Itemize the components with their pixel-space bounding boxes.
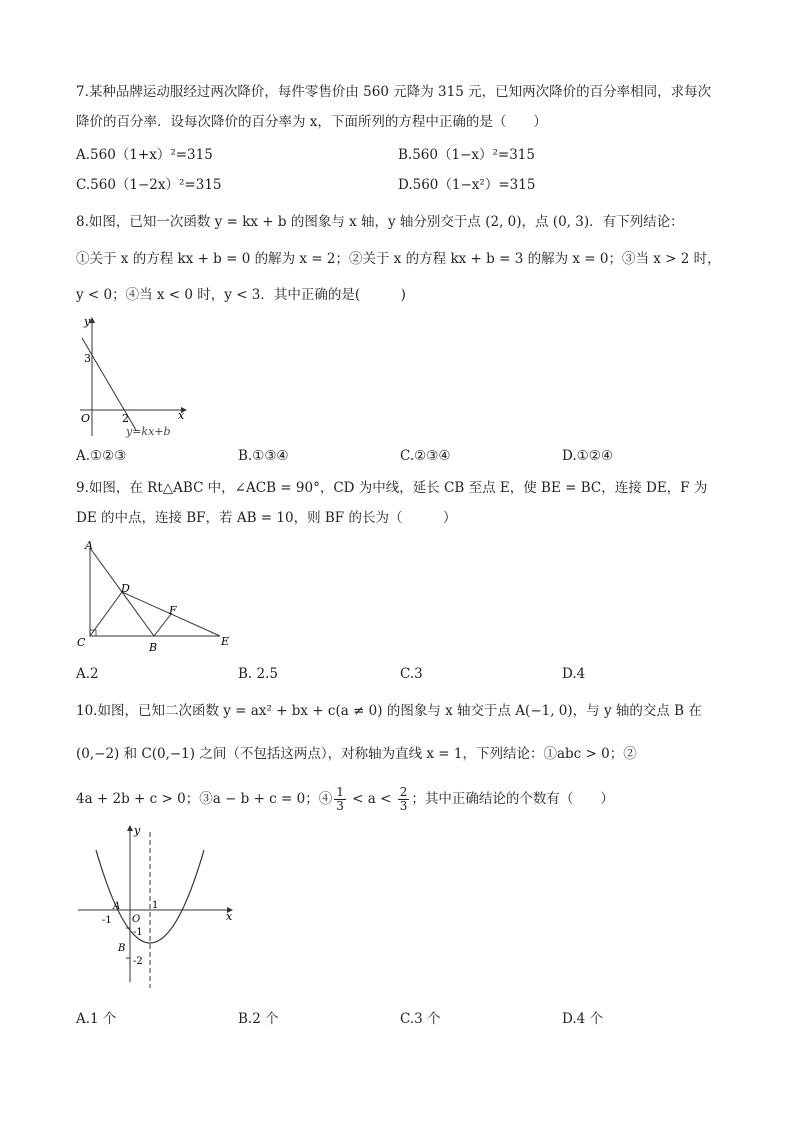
point-a-label: A	[113, 901, 121, 912]
q10-option-b: B.2 个	[238, 1011, 279, 1027]
q10-text-line2: (0,−2) 和 C(0,−1) 之间（不包括这两点），对称轴为直线 x = 1，下列结论：①abc > 0；②	[76, 746, 637, 762]
q10-inequality: < a <	[347, 791, 396, 807]
q7-text-line2: 降价的百分率．设每次降价的百分率为 x，下面所列的方程中正确的是（ ）	[76, 114, 547, 130]
x-axis-label: x	[178, 409, 185, 422]
q8-text-line3: y < 0；④当 x < 0 时，y < 3．其中正确的是( )	[76, 287, 406, 303]
fraction-two-thirds	[398, 786, 410, 813]
y-intercept-label: 3	[84, 352, 91, 365]
segment-cd	[90, 592, 122, 636]
q7-option-c: C.560（1−2x）²=315	[76, 177, 222, 193]
q9-option-c: C.3	[400, 666, 423, 682]
q10-parabola-figure	[74, 822, 240, 994]
q9-option-b: B. 2.5	[238, 666, 278, 682]
q8-option-c: C.②③④	[400, 448, 451, 464]
function-label: y=kx+b	[126, 425, 171, 438]
q10-text-line3	[76, 784, 614, 814]
q10-option-d: D.4 个	[562, 1011, 604, 1027]
q8-option-a: A.①②③	[76, 448, 127, 464]
fraction-one-third	[334, 786, 346, 813]
point-d-label: D	[121, 582, 130, 595]
q8-linear-function-figure	[74, 312, 194, 440]
point-f-label: F	[169, 604, 177, 617]
q9-triangle-figure	[74, 536, 240, 658]
frac1-denominator: 3	[336, 799, 344, 813]
point-b-label: B	[149, 641, 158, 654]
q7-option-a: A.560（1+x）²=315	[76, 147, 213, 163]
q7-option-d: D.560（1−x²）=315	[398, 177, 536, 193]
q9-text-line1: 9.如图，在 Rt△ABC 中，∠ACB = 90°，CD 为中线，延长 CB 至点 E，使 BE = BC，连接 DE，F 为	[76, 480, 708, 496]
q8-text-line2: ①关于 x 的方程 kx + b = 0 的解为 x = 2；②关于 x 的方程 kx + b = 3 的解为 x = 0；③当 x > 2 时，	[76, 251, 721, 267]
origin-label: O	[81, 412, 91, 425]
q9-option-a: A.2	[76, 666, 99, 682]
origin-label: O	[132, 914, 141, 925]
q7-option-b: B.560（1−x）²=315	[398, 147, 535, 163]
y-axis-label: y	[134, 824, 141, 837]
q8-text-line1: 8.如图，已知一次函数 y = kx + b 的图象与 x 轴，y 轴分别交于点 (2, 0)，点 (0, 3)．有下列结论：	[76, 214, 684, 230]
point-e-label: E	[221, 635, 230, 648]
frac2-denominator: 3	[399, 799, 408, 813]
neg-two-y-label: -2	[133, 956, 143, 967]
q8-option-b: B.①③④	[238, 448, 289, 464]
y-axis-label: y	[84, 315, 91, 328]
point-c-label: C	[77, 636, 86, 649]
q10-option-a: A.1 个	[76, 1011, 117, 1027]
frac1-numerator: 1	[336, 785, 344, 799]
q9-text-line2: DE 的中点，连接 BF，若 AB = 10，则 BF 的长为（ ）	[76, 510, 457, 526]
q10-text-line3b: ；其中正确结论的个数有（ ）	[411, 791, 614, 807]
neg-one-y-label: -1	[133, 927, 143, 938]
q9-option-d: D.4	[562, 666, 586, 682]
point-b-label: B	[118, 943, 126, 954]
q10-option-c: C.3 个	[400, 1011, 441, 1027]
point-a-label: A	[85, 539, 93, 552]
segment-bf	[154, 614, 171, 636]
q10-text-line3a: 4a + 2b + c > 0；③a − b + c = 0；④	[76, 791, 333, 807]
x-intercept-label: 2	[122, 412, 129, 425]
one-label: 1	[152, 900, 159, 911]
q7-text-line1: 7.某种品牌运动服经过两次降价，每件零售价由 560 元降为 315 元，已知两次降价的百分率相同，求每次	[76, 84, 712, 100]
x-axis-label: x	[226, 910, 233, 923]
q8-option-d: D.①②④	[562, 448, 613, 464]
q10-text-line1: 10.如图，已知二次函数 y = ax² + bx + c(a ≠ 0) 的图象与 x 轴交于点 A(−1, 0)，与 y 轴的交点 B 在	[76, 703, 702, 719]
neg-one-x-label: -1	[102, 915, 112, 926]
frac2-numerator: 2	[399, 785, 408, 799]
